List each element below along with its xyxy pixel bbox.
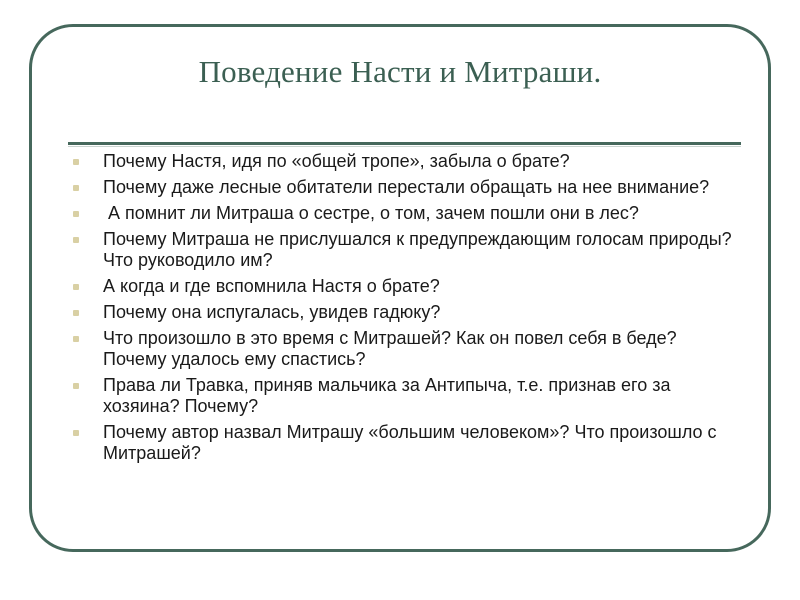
list-item xyxy=(70,177,735,198)
title-divider-shadow xyxy=(68,146,741,147)
title-divider xyxy=(68,142,741,145)
list-item xyxy=(70,422,735,464)
bullet-icon xyxy=(73,383,79,389)
slide-title: Поведение Насти и Митраши. xyxy=(198,54,602,89)
list-item xyxy=(70,203,735,224)
question-text: Почему даже лесные обитатели перестали обращать на нее внимание? xyxy=(103,177,710,197)
question-text: Что произошло в это время с Митрашей? Как он повел себя в беде? Почему удалось ему спастись? xyxy=(103,328,677,369)
question-list xyxy=(70,151,735,469)
bullet-icon xyxy=(73,159,79,165)
question-text: Почему Митраша не прислушался к предупреждающим голосам природы? Что руководило им? xyxy=(103,229,732,270)
list-item xyxy=(70,229,735,271)
list-item xyxy=(70,151,735,172)
list-item xyxy=(70,276,735,297)
question-text: А помнит ли Митраша о сестре, о том, зачем пошли они в лес? xyxy=(103,203,639,223)
question-text: Почему она испугалась, увидев гадюку? xyxy=(103,302,441,322)
bullet-icon xyxy=(73,310,79,316)
bullet-icon xyxy=(73,211,79,217)
bullet-icon xyxy=(73,284,79,290)
bullet-icon xyxy=(73,237,79,243)
bullet-icon xyxy=(73,336,79,342)
bullet-icon xyxy=(73,185,79,191)
question-text: А когда и где вспомнила Настя о брате? xyxy=(103,276,440,296)
list-item xyxy=(70,302,735,323)
question-text: Права ли Травка, приняв мальчика за Антипыча, т.е. признав его за хозяина? Почему? xyxy=(103,375,671,416)
question-text: Почему автор назвал Митрашу «большим человеком»? Что произошло с Митрашей? xyxy=(103,422,717,463)
list-item xyxy=(70,328,735,370)
bullet-icon xyxy=(73,430,79,436)
question-text: Почему Настя, идя по «общей тропе», забыла о брате? xyxy=(103,151,570,171)
list-item xyxy=(70,375,735,417)
